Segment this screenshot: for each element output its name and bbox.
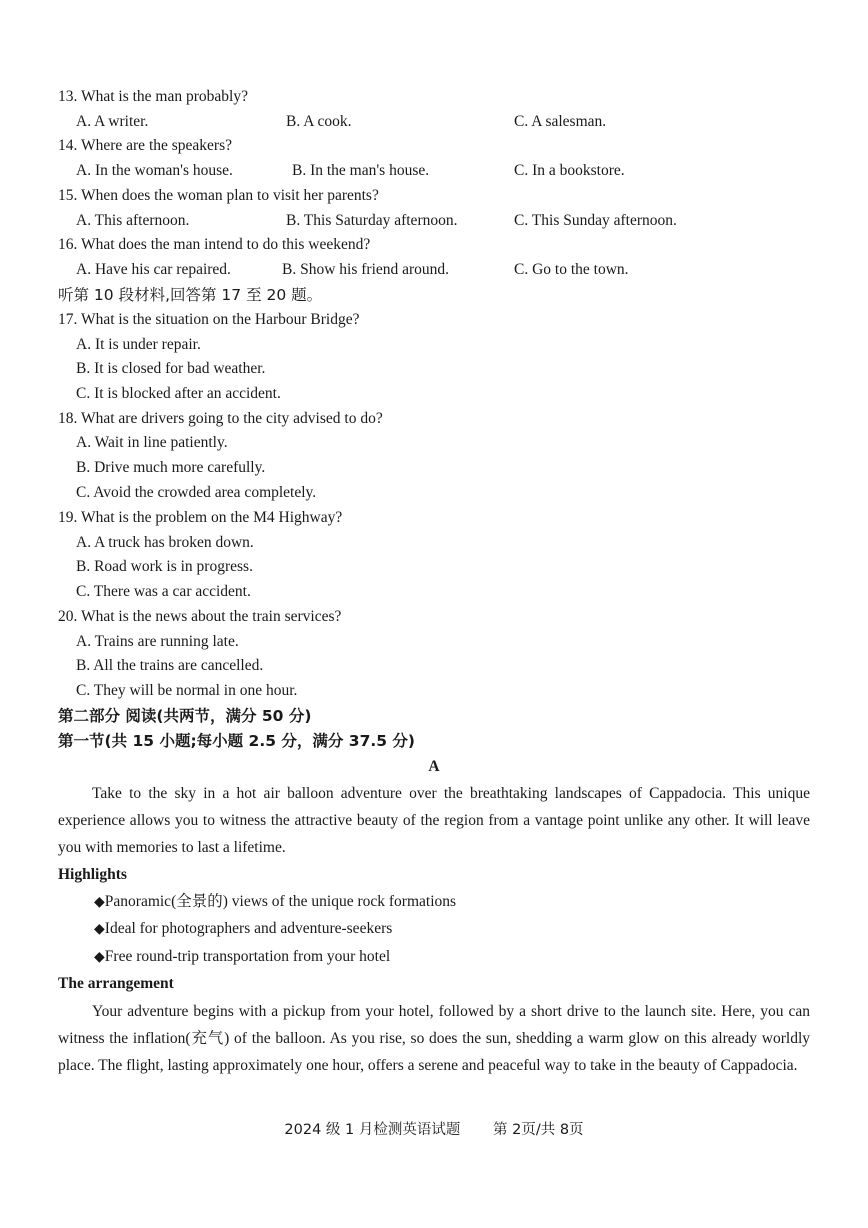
part2-title: 第二部分 阅读(共两节，满分 50 分) [58, 707, 312, 725]
highlight-item: ◆Panoramic(全景的) views of the unique rock formations [94, 893, 457, 910]
q15-option-c: C. This Sunday afternoon. [514, 212, 677, 229]
q19-option-b: B. Road work is in progress. [76, 558, 253, 575]
q16-option-a: A. Have his car repaired. [76, 261, 231, 278]
highlight-item: ◆Free round-trip transportation from your hotel [94, 948, 391, 965]
q13-option-c: C. A salesman. [514, 113, 607, 130]
q16-option-b: B. Show his friend around. [282, 261, 450, 278]
question-15: 15. When does the woman plan to visit her parents? [58, 187, 379, 204]
footer-exam-title: 2024 级 1 月检测英语试题 [284, 1122, 461, 1138]
q18-option-c: C. Avoid the crowded area completely. [76, 484, 317, 501]
q15-option-a: A. This afternoon. [76, 212, 190, 229]
diamond-bullet-icon: ◆ [94, 949, 105, 965]
q14-option-c: C. In a bookstore. [514, 162, 625, 179]
q15-option-b: B. This Saturday afternoon. [286, 212, 458, 229]
passage-label: A [428, 758, 440, 775]
page-footer [0, 1120, 868, 1140]
q16-option-c: C. Go to the town. [514, 261, 629, 278]
q17-option-a: A. It is under repair. [76, 336, 201, 353]
question-13: 13. What is the man probably? [58, 88, 248, 105]
question-19: 19. What is the problem on the M4 Highway? [58, 509, 343, 526]
q18-option-b: B. Drive much more carefully. [76, 459, 266, 476]
footer-page-number: 第 2页/共 8页 [493, 1122, 584, 1138]
q13-option-a: A. A writer. [76, 113, 149, 130]
question-20: 20. What is the news about the train services? [58, 608, 342, 625]
highlights-heading: Highlights [58, 866, 127, 883]
question-17: 17. What is the situation on the Harbour Bridge? [58, 311, 360, 328]
q17-option-b: B. It is closed for bad weather. [76, 360, 266, 377]
highlight-item: ◆Ideal for photographers and adventure-seekers [94, 920, 393, 937]
q20-option-a: A. Trains are running late. [76, 633, 239, 650]
q14-option-a: A. In the woman's house. [76, 162, 233, 179]
q14-option-b: B. In the man's house. [292, 162, 430, 179]
passage-intro: Take to the sky in a hot air balloon adventure over the breathtaking landscapes of Cappadocia. This unique experience allows you to witness the attractive beauty of the region from a vantage point unlike any other. It will leave you with memories to last a lifetime. [58, 785, 810, 856]
q19-option-c: C. There was a car accident. [76, 583, 251, 600]
q17-option-c: C. It is blocked after an accident. [76, 385, 281, 402]
arrangement-paragraph: Your adventure begins with a pickup from your hotel, followed by a short drive to the launch site. Here, you can witness the inflation(充气) of the balloon. As you rise, so does the sun, shedding a warm glow on this already worldly place. The flight, lasting approximately one hour, offers a serene and peaceful way to take in the beauty of Cappadocia. [58, 1003, 810, 1074]
q20-option-b: B. All the trains are cancelled. [76, 657, 264, 674]
q19-option-a: A. A truck has broken down. [76, 534, 254, 551]
q13-option-b: B. A cook. [286, 113, 352, 130]
question-14: 14. Where are the speakers? [58, 137, 232, 154]
q18-option-a: A. Wait in line patiently. [76, 434, 228, 451]
question-18: 18. What are drivers going to the city advised to do? [58, 410, 383, 427]
q20-option-c: C. They will be normal in one hour. [76, 682, 298, 699]
diamond-bullet-icon: ◆ [94, 921, 105, 937]
listening-instruction: 听第 10 段材料,回答第 17 至 20 题。 [58, 286, 323, 304]
section1-title: 第一节(共 15 小题;每小题 2.5 分，满分 37.5 分) [58, 732, 416, 750]
arrangement-heading: The arrangement [58, 975, 174, 992]
diamond-bullet-icon: ◆ [94, 894, 105, 910]
question-16: 16. What does the man intend to do this weekend? [58, 236, 371, 253]
